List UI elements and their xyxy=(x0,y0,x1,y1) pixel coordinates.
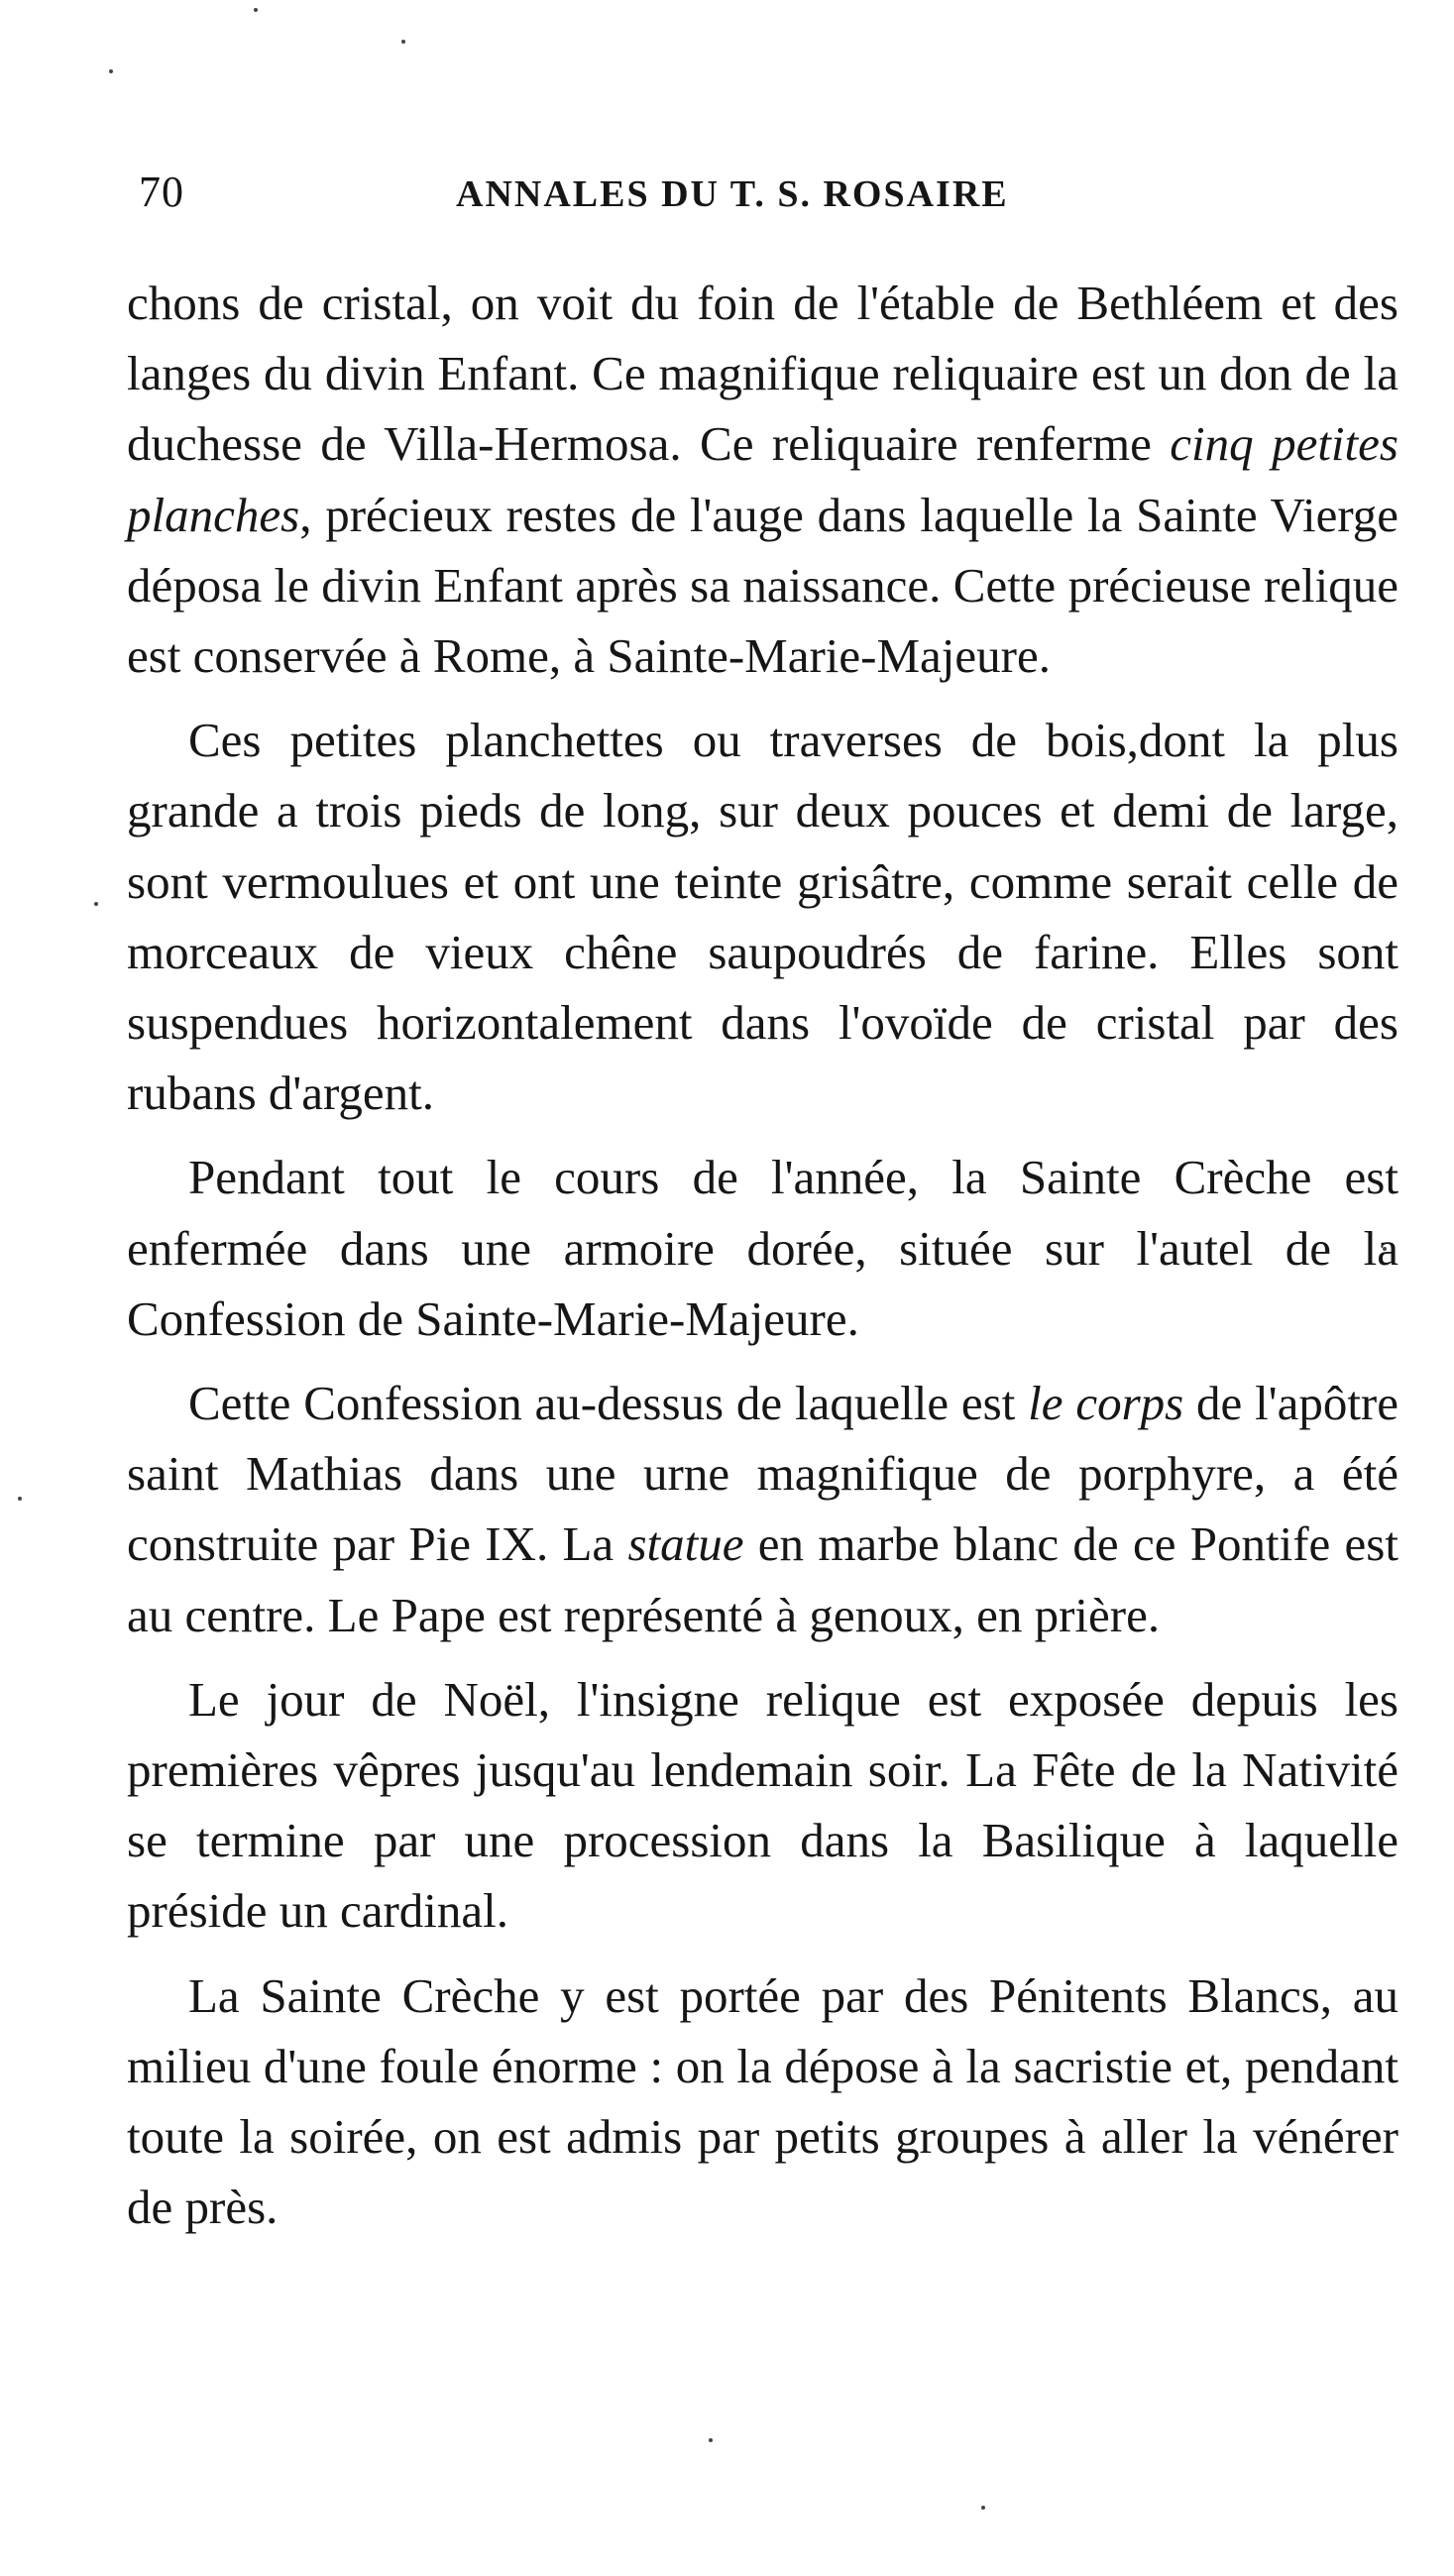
body-text xyxy=(127,268,1398,2256)
paragraph xyxy=(127,268,1398,691)
running-head xyxy=(139,159,1398,228)
scan-speck xyxy=(109,69,113,73)
scan-speck xyxy=(254,8,258,12)
text-run: chons de cristal, on voit du foin de l'étable de Bethléem et des langes du divin Enfant. Ce magnifique reliquaire est un don de la duchesse de Villa-Hermosa. Ce reliquaire renferme xyxy=(127,276,1398,472)
paragraph xyxy=(127,1368,1398,1650)
text-run: Ces petites planchettes ou traverses de bois,dont la plus grande a trois pieds de long, sur deux pouces et demi de large, sont vermoulues et ont une teinte grisâtre, comme serait celle de morceaux de vieux chêne saupoudrés de farine. Elles sont suspendues horizontalement dans l'ovoïde de cristal par des rubans d'argent. xyxy=(127,713,1398,1121)
scan-speck xyxy=(709,2438,713,2442)
text-run: La Sainte Crèche y est portée par des Pénitents Blancs, au milieu d'une foule énorme : on la dépose à la sacristie et, pendant toute la soirée, on est admis par petits groupes à aller la vénérer de près. xyxy=(127,1967,1398,2235)
paragraph xyxy=(127,1664,1398,1947)
paragraph xyxy=(127,1142,1398,1354)
scan-speck xyxy=(981,2506,985,2510)
scan-speck xyxy=(18,1497,22,1501)
italic-text-run: statue xyxy=(627,1516,744,1572)
paragraph xyxy=(127,705,1398,1128)
text-run: , précieux restes de l'auge dans laquelle la Sainte Vierge déposa le divin Enfant après sa naissance. Cette précieuse relique est conservée à Rome, à Sainte-Marie-Majeure. xyxy=(127,487,1398,684)
running-title: ANNALES DU T. S. ROSAIRE xyxy=(456,173,1009,215)
text-run: Le jour de Noël, l'insigne relique est exposée depuis les premières vêpres jusqu'au lendemain soir. La Fête de la Nativité se termine par une procession dans la Basilique à laquelle préside un cardinal. xyxy=(127,1671,1398,1939)
scan-speck xyxy=(401,40,405,44)
paragraph xyxy=(127,1960,1398,2243)
italic-text-run: cinq petites planches xyxy=(127,416,1398,542)
text-run: de l'apôtre saint Mathias dans une urne magnifique de porphyre, a été construite par Pie IX. La xyxy=(127,1376,1399,1572)
text-run: en marbe blanc de ce Pontife est au centre. Le Pape est représenté à genoux, en prière. xyxy=(127,1516,1398,1642)
scan-speck xyxy=(94,902,98,906)
text-run: Pendant tout le cours de l'année, la Sainte Crèche est enfermée dans une armoire dorée, située sur l'autel de la Confession de Sainte-Marie-Majeure. xyxy=(127,1150,1398,1346)
page-number: 70 xyxy=(139,168,184,216)
text-run: Cette Confession au-dessus de laquelle est xyxy=(188,1376,1029,1431)
italic-text-run: le corps xyxy=(1028,1376,1184,1431)
